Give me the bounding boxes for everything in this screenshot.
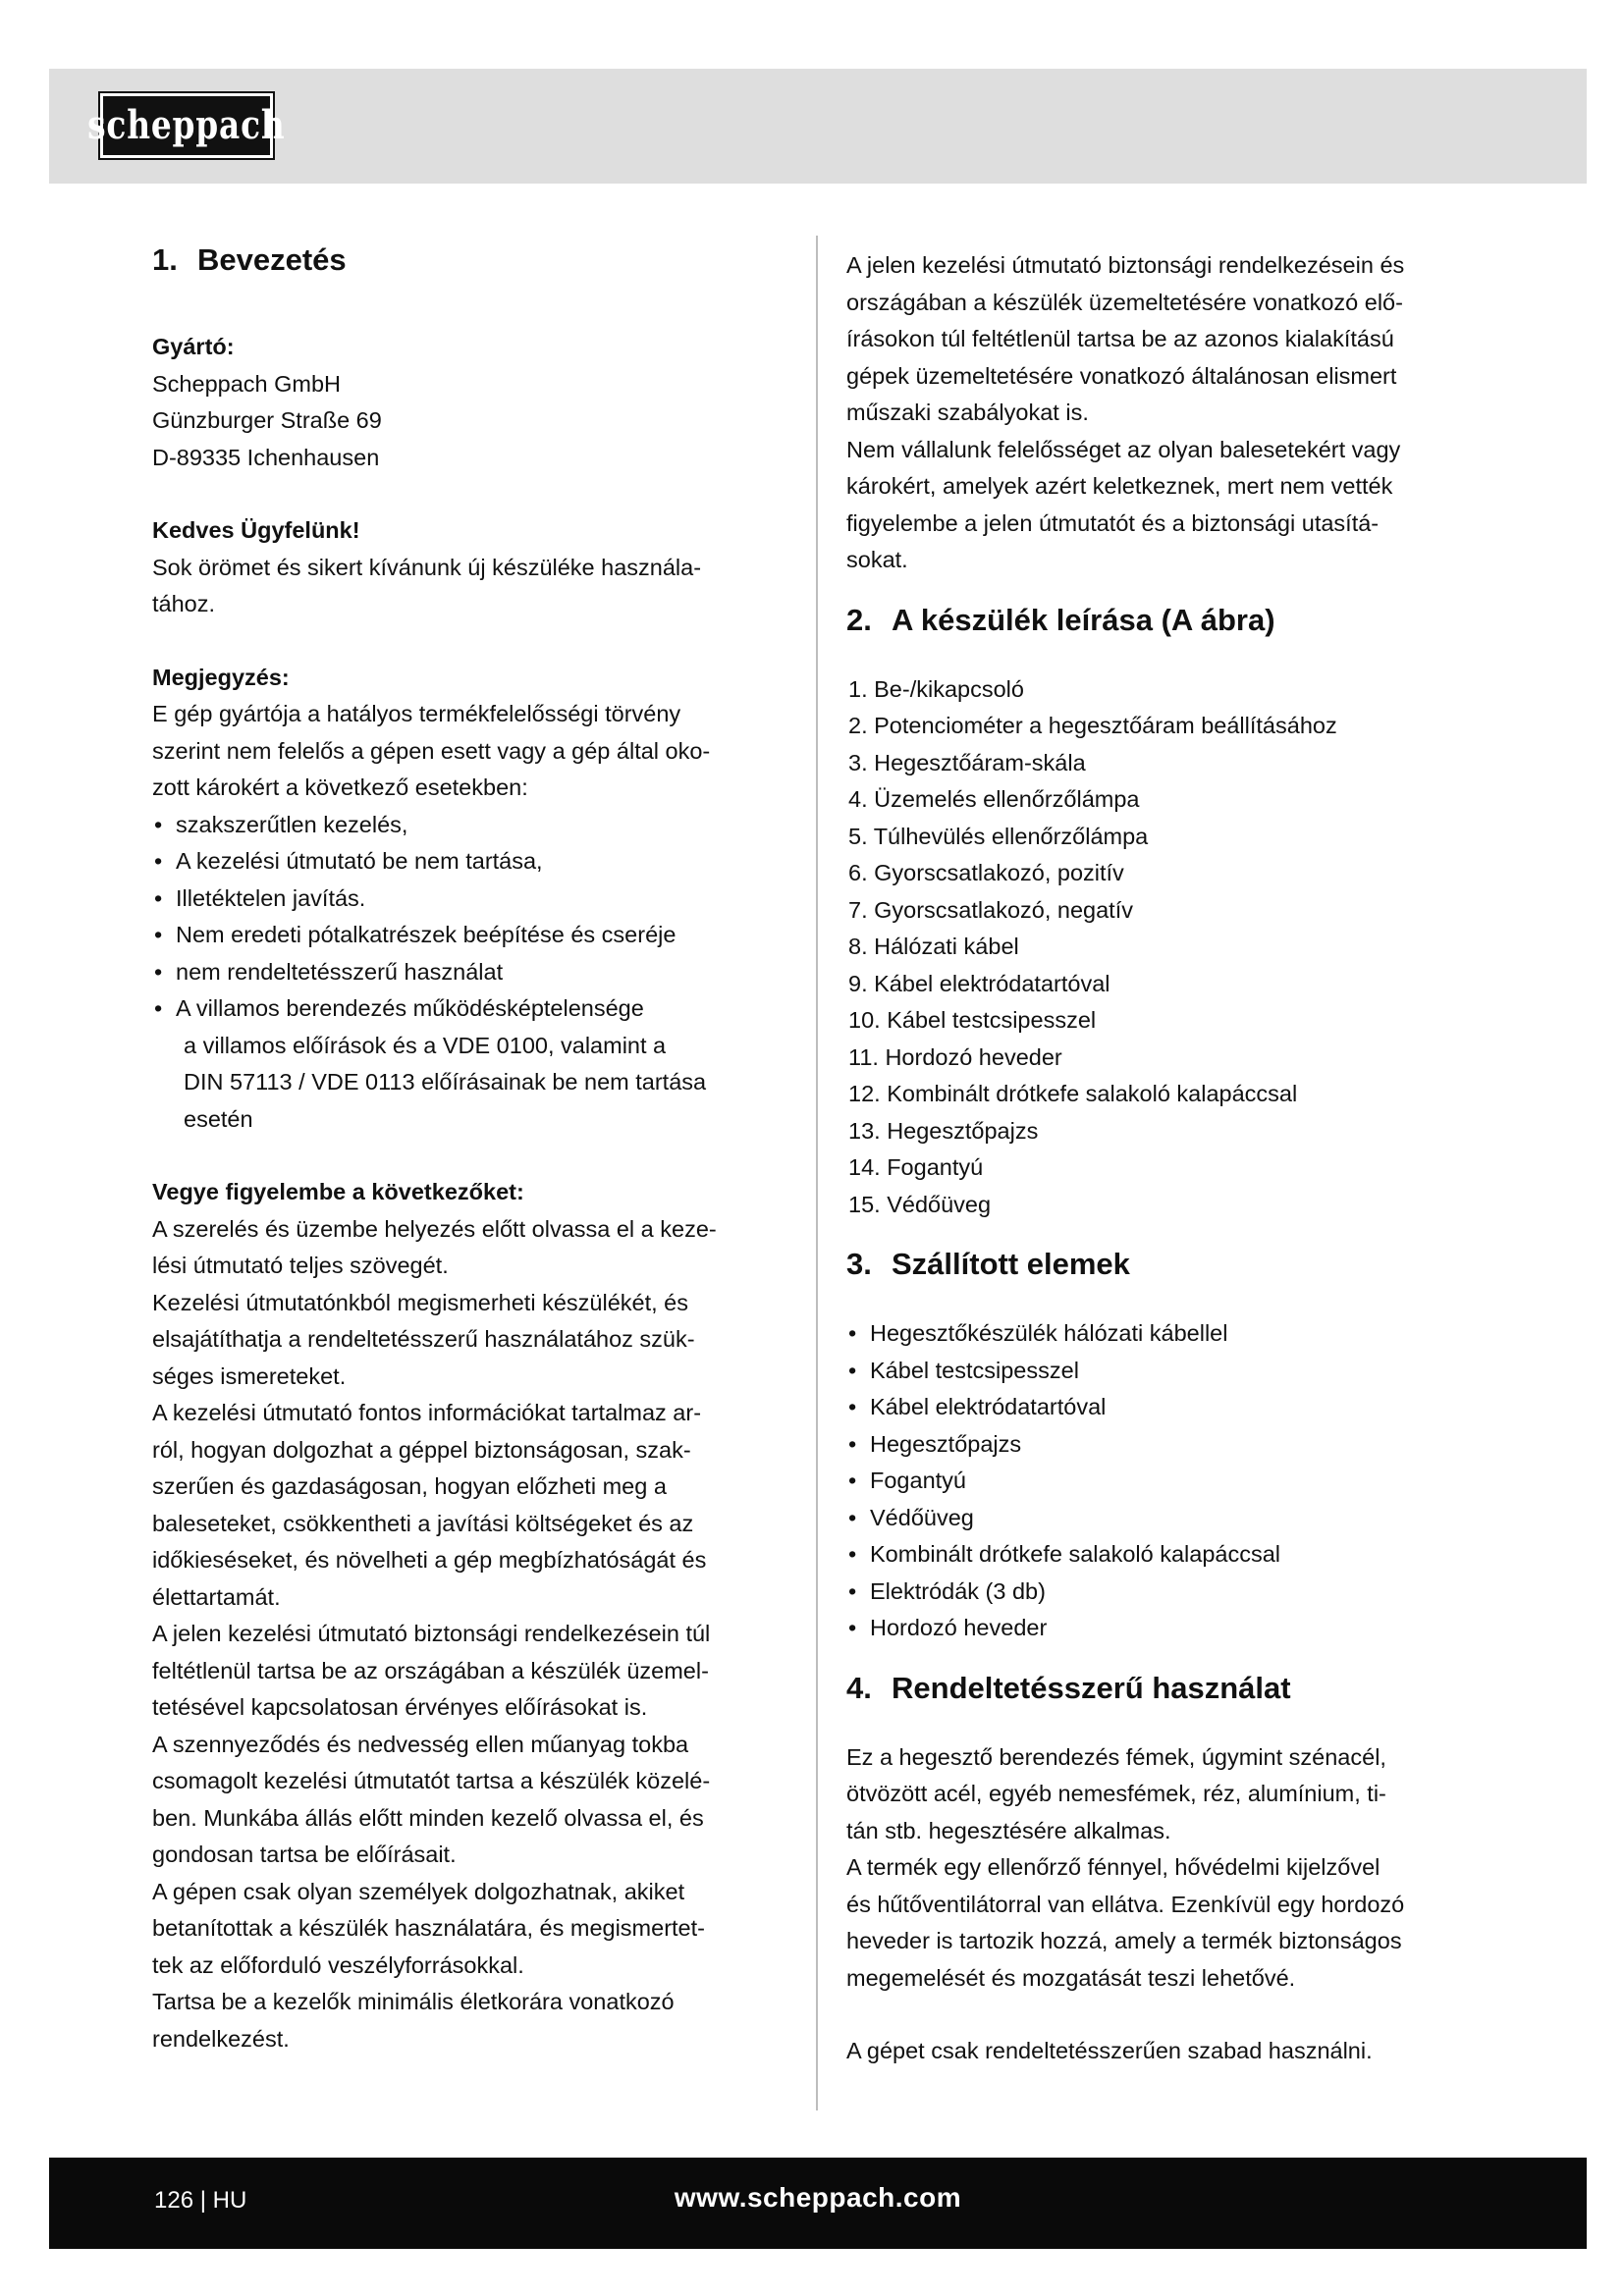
page-header bbox=[49, 69, 1587, 184]
manufacturer-label: Gyártó: bbox=[152, 334, 235, 359]
text-line: A jelen kezelési útmutató biztonsági rendelkezésein és bbox=[846, 252, 1405, 278]
note-line: szerint nem felelős a gépen esett vagy a gép által oko- bbox=[152, 737, 711, 764]
text-line: Tartsa be a kezelők minimális életkorára vonatkozó bbox=[152, 1989, 675, 2014]
section-number: 3. bbox=[846, 1247, 872, 1281]
list-item: 9. Kábel elektródatartóval bbox=[848, 970, 1110, 996]
text-line: károkért, amelyek azért keletkeznek, mert nem vették bbox=[846, 473, 1393, 499]
text-line: A gépen csak olyan személyek dolgozhatnak, akiket bbox=[152, 1878, 685, 1904]
text-line: élettartamát. bbox=[152, 1583, 281, 1610]
list-item: 15. Védőüveg bbox=[848, 1191, 992, 1217]
text-line: betanítottak a készülék használatára, és megismertet- bbox=[152, 1915, 705, 1941]
left-column bbox=[152, 236, 802, 2057]
text-line: ötvözött acél, egyéb nemesfémek, réz, alumínium, ti- bbox=[846, 1781, 1386, 1806]
list-item: 7. Gyorscsatlakozó, negatív bbox=[848, 896, 1133, 923]
manufacturer-line: Günzburger Straße 69 bbox=[152, 407, 382, 433]
text-line: megemelését és mozgatását teszi lehetővé. bbox=[846, 1964, 1296, 1991]
note-line: E gép gyártója a hatályos termékfelelősségi törvény bbox=[152, 701, 681, 726]
logo-text: scheppach bbox=[87, 102, 286, 148]
manufacturer-line: D-89335 Ichenhausen bbox=[152, 444, 380, 470]
text-line: szerűen és gazdaságosan, hogyan előzheti meg a bbox=[152, 1473, 667, 1499]
bullet-continuation: a villamos előírások és a VDE 0100, valamint a bbox=[184, 1032, 667, 1058]
section-number: 1. bbox=[152, 242, 178, 277]
text-line: elsajátíthatja a rendeltetésszerű használatához szük- bbox=[152, 1326, 695, 1352]
text-line: figyelembe a jelen útmutatót és a biztonsági utasítá- bbox=[846, 509, 1380, 536]
list-item: • Hordozó heveder bbox=[846, 1610, 1485, 1647]
section-2-heading bbox=[846, 601, 1485, 640]
text-line: gépek üzemeltetésére vonatkozó általánosan elismert bbox=[846, 362, 1397, 389]
section-title: A készülék leírása (A ábra) bbox=[892, 602, 1275, 637]
section-3-heading bbox=[846, 1245, 1485, 1284]
section-title: Bevezetés bbox=[197, 242, 347, 277]
list-item: • Kombinált drótkefe salakoló kalapáccsal bbox=[846, 1536, 1485, 1574]
text-line: ben. Munkába állás előtt minden kezelő olvassa el, és bbox=[152, 1804, 704, 1831]
list-item: • Védőüveg bbox=[846, 1500, 1485, 1537]
list-item: • Hegesztőkészülék hálózati kábellel bbox=[846, 1315, 1485, 1353]
note-line: zott károkért a következő esetekben: bbox=[152, 774, 528, 800]
list-item: 13. Hegesztőpajzs bbox=[848, 1117, 1039, 1144]
section-4-heading bbox=[846, 1669, 1485, 1708]
text-line: gondosan tartsa be előírásait. bbox=[152, 1842, 457, 1867]
text-line: A szerelés és üzembe helyezés előtt olvassa el a keze- bbox=[152, 1215, 717, 1242]
list-item: 12. Kombinált drótkefe salakoló kalapáccsal bbox=[848, 1081, 1298, 1106]
text-line: A kezelési útmutató fontos információkat tartalmaz ar- bbox=[152, 1400, 702, 1425]
list-item: • Kábel elektródatartóval bbox=[846, 1389, 1485, 1426]
list-item: • szakszerűtlen kezelés, bbox=[152, 807, 802, 844]
scheppach-logo bbox=[87, 93, 286, 158]
section-number: 2. bbox=[846, 602, 872, 637]
text-line: séges ismereteket. bbox=[152, 1362, 347, 1389]
delivered-items-list bbox=[846, 1315, 1485, 1647]
text-line: írásokon túl feltétlenül tartsa be az azonos kialakítású bbox=[846, 326, 1394, 351]
section-1-heading bbox=[152, 240, 802, 280]
list-item: 5. Túlhevülés ellenőrzőlámpa bbox=[848, 823, 1149, 849]
text-line: baleseteket, csökkentheti a javítási költségeket és az bbox=[152, 1510, 694, 1536]
text-line: ról, hogyan dolgozhat a géppel biztonságosan, szak- bbox=[152, 1436, 691, 1463]
consider-paragraphs bbox=[152, 1211, 802, 2058]
greeting-line: Sok örömet és sikert kívánunk új készüléke használa- bbox=[152, 554, 702, 580]
list-item: 11. Hordozó heveder bbox=[848, 1043, 1062, 1070]
text-line: lési útmutató teljes szövegét. bbox=[152, 1253, 449, 1278]
page-footer bbox=[49, 2158, 1587, 2249]
text-line: Kezelési útmutatónkból megismerheti készülékét, és bbox=[152, 1289, 688, 1315]
list-item: 10. Kábel testcsipesszel bbox=[848, 1007, 1097, 1033]
text-line: rendelkezést. bbox=[152, 2025, 290, 2052]
list-item: • Elektródák (3 db) bbox=[846, 1574, 1485, 1611]
column-divider bbox=[816, 236, 818, 2110]
greeting-label: Kedves Ügyfelünk! bbox=[152, 517, 360, 543]
text-line: A gépet csak rendeltetésszerűen szabad használni. bbox=[846, 2038, 1373, 2063]
list-item: 14. Fogantyú bbox=[848, 1154, 984, 1180]
page-number: 126 | HU bbox=[154, 2187, 247, 2214]
list-item: • Fogantyú bbox=[846, 1463, 1485, 1500]
note-bullet-list bbox=[152, 807, 802, 1028]
text-line: A termék egy ellenőrző fénnyel, hővédelmi kijelzővel bbox=[846, 1854, 1380, 1880]
list-item: 3. Hegesztőáram-skála bbox=[848, 749, 1086, 775]
text-line: A szennyeződés és nedvesség ellen műanyag tokba bbox=[152, 1731, 689, 1757]
section-title: Rendeltetésszerű használat bbox=[892, 1670, 1291, 1705]
list-item: • Kábel testcsipesszel bbox=[846, 1353, 1485, 1390]
list-item: 2. Potenciométer a hegesztőáram beállításához bbox=[848, 713, 1337, 738]
list-item: • nem rendeltetésszerű használat bbox=[152, 954, 802, 991]
list-item: 8. Hálózati kábel bbox=[848, 934, 1019, 959]
text-line: tán stb. hegesztésére alkalmas. bbox=[846, 1817, 1171, 1843]
list-item: • Nem eredeti pótalkatrészek beépítése és cseréje bbox=[152, 917, 802, 954]
website-url: www.scheppach.com bbox=[674, 2182, 962, 2213]
text-line: sokat. bbox=[846, 547, 908, 572]
manufacturer-line: Scheppach GmbH bbox=[152, 370, 342, 397]
bullet-continuation: DIN 57113 / VDE 0113 előírásainak be nem tartása bbox=[184, 1069, 707, 1095]
section-number: 4. bbox=[846, 1670, 872, 1705]
list-item: • Hegesztőpajzs bbox=[846, 1426, 1485, 1464]
text-line: Ez a hegesztő berendezés fémek, úgymint szénacél, bbox=[846, 1743, 1386, 1770]
list-item: 4. Üzemelés ellenőrzőlámpa bbox=[848, 786, 1140, 812]
parts-list bbox=[846, 671, 1485, 1224]
consider-label: Vegye figyelembe a következőket: bbox=[152, 1179, 524, 1204]
list-item: • A villamos berendezés működésképtelensége bbox=[152, 990, 802, 1028]
list-item: 1. Be-/kikapcsoló bbox=[848, 675, 1024, 702]
text-line: műszaki szabályokat is. bbox=[846, 400, 1089, 425]
list-item: 6. Gyorscsatlakozó, pozitív bbox=[848, 860, 1124, 885]
greeting-line: tához. bbox=[152, 591, 216, 616]
text-line: heveder is tartozik hozzá, amely a termék biztonságos bbox=[846, 1928, 1402, 1953]
text-line: országában a készülék üzemeltetésére vonatkozó elő- bbox=[846, 289, 1403, 315]
text-line: időkieséseket, és növelheti a gép megbízhatóságát és bbox=[152, 1547, 707, 1573]
text-line: A jelen kezelési útmutató biztonsági rendelkezésein túl bbox=[152, 1621, 711, 1646]
note-label: Megjegyzés: bbox=[152, 664, 290, 690]
text-line: feltétlenül tartsa be az országában a készülék üzemel- bbox=[152, 1657, 709, 1683]
text-line: csomagolt kezelési útmutatót tartsa a készülék közelé- bbox=[152, 1768, 711, 1793]
section-title: Szállított elemek bbox=[892, 1247, 1130, 1281]
list-item: • Illetéktelen javítás. bbox=[152, 881, 802, 918]
list-item: • A kezelési útmutató be nem tartása, bbox=[152, 843, 802, 881]
right-column bbox=[846, 236, 1485, 2070]
text-line: Nem vállalunk felelősséget az olyan balesetekért vagy bbox=[846, 436, 1401, 462]
text-line: tetésével kapcsolatosan érvényes előírásokat is. bbox=[152, 1694, 648, 1720]
text-line: és hűtőventilátorral van ellátva. Ezenkívül egy hordozó bbox=[846, 1891, 1405, 1917]
text-line: tek az előforduló veszélyforrásokkal. bbox=[152, 1951, 524, 1978]
bullet-continuation: esetén bbox=[184, 1105, 253, 1132]
